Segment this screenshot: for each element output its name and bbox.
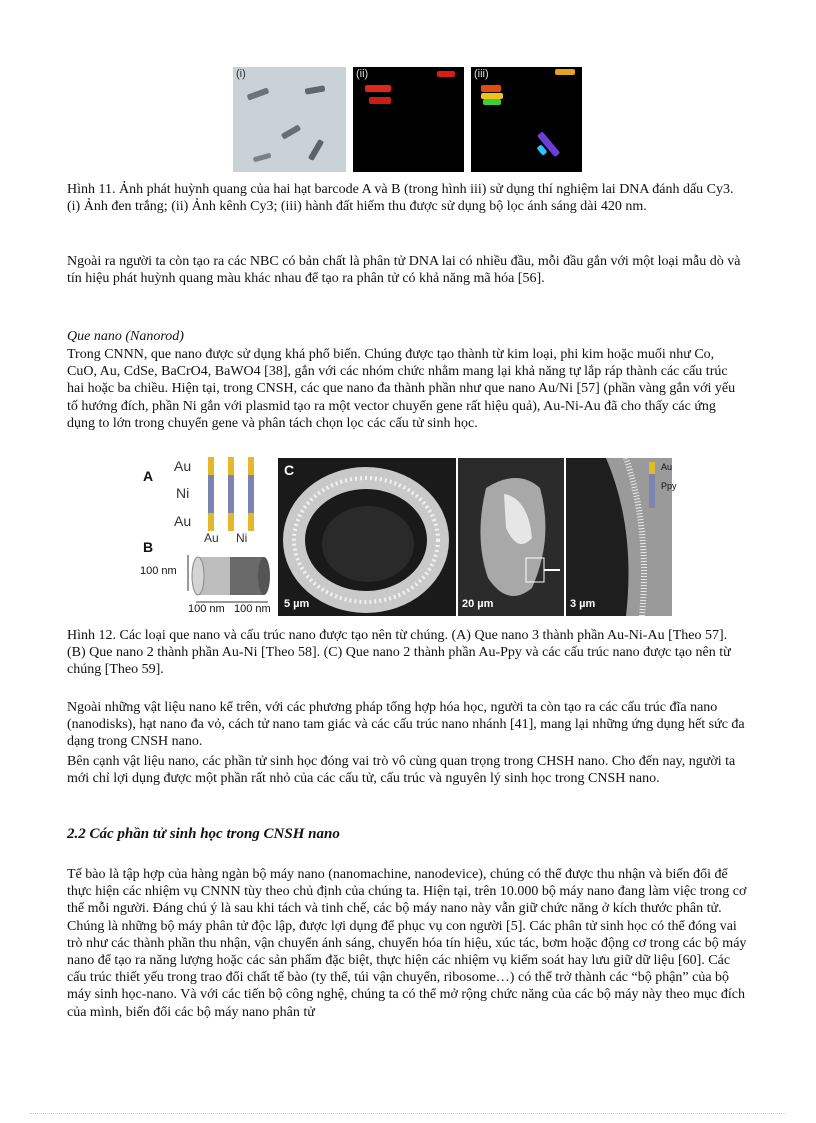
sem-ring-drawing bbox=[278, 458, 456, 616]
sem-image-ring bbox=[278, 458, 456, 616]
rare-earth-image bbox=[471, 67, 582, 172]
paragraph-ngc-intro: Ngoài ra người ta còn tạo ra các NBC có bản chất là phân tử DNA lai có nhiều đầu, mỗi đầu gắn với một loại mẫu dò và tín hiệu phát huỳnh quang màu khác nhau để tạo ra phân tử có khả năng mã hóa [56]. bbox=[67, 254, 741, 287]
rod-seg-au-top: Au bbox=[174, 458, 192, 474]
sem-closeup-drawing bbox=[566, 458, 672, 616]
fig11-panel-rare-earth bbox=[471, 67, 582, 172]
fig12-caption: Hình 12. Các loại que nano và cấu trúc nano được tạo nên từ chúng. (A) Que nano 3 thành phần Au-Ni-Au [Theo 57]. (B) Que nano 2 thành phần Au-Ni [Theo 58]. (C) Que nano 2 thành phần Au-Ppy và các cấu trúc nano được tạo nên từ chúng [Theo 59]. bbox=[67, 628, 731, 678]
au-ppy-legend-rod bbox=[648, 462, 656, 508]
paragraph-nanorod: Trong CNNN, que nano được sử dụng khá phổ biến. Chúng được tạo thành từ kim loại, phi kim hoặc muối như Co, CuO, Au, CdSe, BaCrO4, BaWO4 [38], gắn với các nhóm chức nhằm mang lại khả năng tự lắp ráp thành các cấu trúc hai hoặc ba chiều. Hiện tại, trong CNSH, các que nano đa thành phần như que nano Au/Ni [57] (phần vàng gắn với yếu tố hướng đích, phần Ni gắn với plasmid tạo ra một vector chuyển gene rất hiệu quả), Au-Ni-Au đã cho thấy các ứng dụng to lớn trong chuyển gene và phân tách chọn lọc các cấu tử sinh học. bbox=[67, 347, 736, 431]
scale-bar-2: 20 µm bbox=[462, 598, 494, 610]
scale-bar-3: 3 µm bbox=[570, 598, 596, 610]
cy3-channel-image bbox=[353, 67, 464, 172]
rod-seg-ni: Ni bbox=[176, 485, 190, 501]
fig11-caption: Hình 11. Ảnh phát huỳnh quang của hai hạt barcode A và B (trong hình iii) sử dụng thí nghiệm lai DNA đánh dấu Cy3. (i) Ảnh đen trắng; (ii) Ảnh kênh Cy3; (iii) hành đất hiếm thu được sử dụng bộ lọc ánh sáng dài 420 nm. bbox=[67, 182, 734, 215]
bw-rods-image bbox=[233, 67, 346, 172]
au-ni-cylinder-drawing bbox=[184, 551, 280, 607]
paragraph-other-nanomaterials: Ngoài những vật liệu nano kể trên, với các phương pháp tổng hợp hóa học, người ta còn tạo ra các cấu trúc đĩa nano (nanodisks), hạt nano đa vỏ, cách tử nano tam giác và các cấu trúc nano nhánh [41], mang lại những ứng dụng hết sức đa dạng trong CNSH nano. bbox=[67, 700, 745, 750]
dim-left: 100 nm bbox=[188, 603, 225, 615]
rod-under-ni: Ni bbox=[236, 531, 248, 545]
fig12 bbox=[140, 455, 680, 621]
fig12-label-c: C bbox=[284, 462, 295, 478]
rod-seg-au-bottom: Au bbox=[174, 513, 192, 529]
paragraph-nanomachines: Tế bào là tập hợp của hàng ngàn bộ máy nano (nanomachine, nanodevice), chúng có thể được thu nhận và biến đổi để thực hiện các nhiệm vụ CNNN tùy theo chủ định của chúng ta. Hiện tại, trên 10.000 bộ máy nano đang làm việc trong cơ thể mỗi người. Đáng chú ý là sau khi tách và tinh chế, các bộ máy nano này vẫn giữ chức năng ở kích thước phân tử. Chúng là những bộ máy phân tử độc lập, được lợi dụng để phục vụ con người [5]. Các phân tử sinh học có thể đóng vai trò như các thành phần thu nhận, vận chuyển ánh sáng, chuyển hóa tín hiệu, xúc tác, bơm hoặc động cơ trong các bộ máy nano để tạo ra năng lượng hoặc các sản phẩm đặc biệt, thực hiện các nhiệm vụ kiểm soát hay lưu giữ dữ liệu [60]. Các cấu trúc thiết yếu trong trao đổi chất tế bào (ty thể, túi vận chuyển, ribosome…) có thể trở thành các “bộ phận” của bộ máy sinh học-nano. Và với các tiến bộ công nghệ, chúng ta có thể mở rộng chức năng của các bộ máy này theo mục đích của mình, biến đổi các bộ máy nano phân tử bbox=[67, 867, 747, 1020]
sem-image-closeup bbox=[566, 458, 672, 616]
paragraph-biological-components: Bên cạnh vật liệu nano, các phần tử sinh học đóng vai trò vô cùng quan trọng trong CHSH nano. Cho đến nay, người ta mới chỉ lợi dụng được một phần rất nhỏ của các cấu tử, cấu trúc và nguyên lý sinh học trong CNSH nano. bbox=[67, 754, 736, 787]
fig11-panel-bw bbox=[233, 67, 346, 172]
heading-2-2: 2.2 Các phần tử sinh học trong CNSH nano bbox=[67, 826, 340, 842]
au-ni-au-rods-drawing bbox=[204, 457, 264, 531]
dim-height: 100 nm bbox=[140, 565, 177, 577]
fig11-panel-cy3 bbox=[353, 67, 464, 172]
fig12-label-b: B bbox=[143, 539, 154, 555]
scale-bar-1: 5 µm bbox=[284, 598, 310, 610]
sem-particle-drawing bbox=[458, 458, 564, 616]
legend-ppy: Ppy bbox=[661, 481, 677, 491]
page-bottom-rule bbox=[30, 1113, 786, 1114]
fig11-label-i: (i) bbox=[236, 68, 246, 80]
section-title-nanorod: Que nano (Nanorod) bbox=[67, 329, 184, 344]
rod-under-au: Au bbox=[204, 531, 219, 545]
fig11-label-ii: (ii) bbox=[356, 68, 369, 80]
fig11-label-iii: (iii) bbox=[474, 68, 489, 80]
sem-image-particle bbox=[458, 458, 564, 616]
legend-au: Au bbox=[661, 462, 673, 472]
fig12-label-a: A bbox=[143, 468, 154, 484]
dim-right: 100 nm bbox=[234, 603, 271, 615]
